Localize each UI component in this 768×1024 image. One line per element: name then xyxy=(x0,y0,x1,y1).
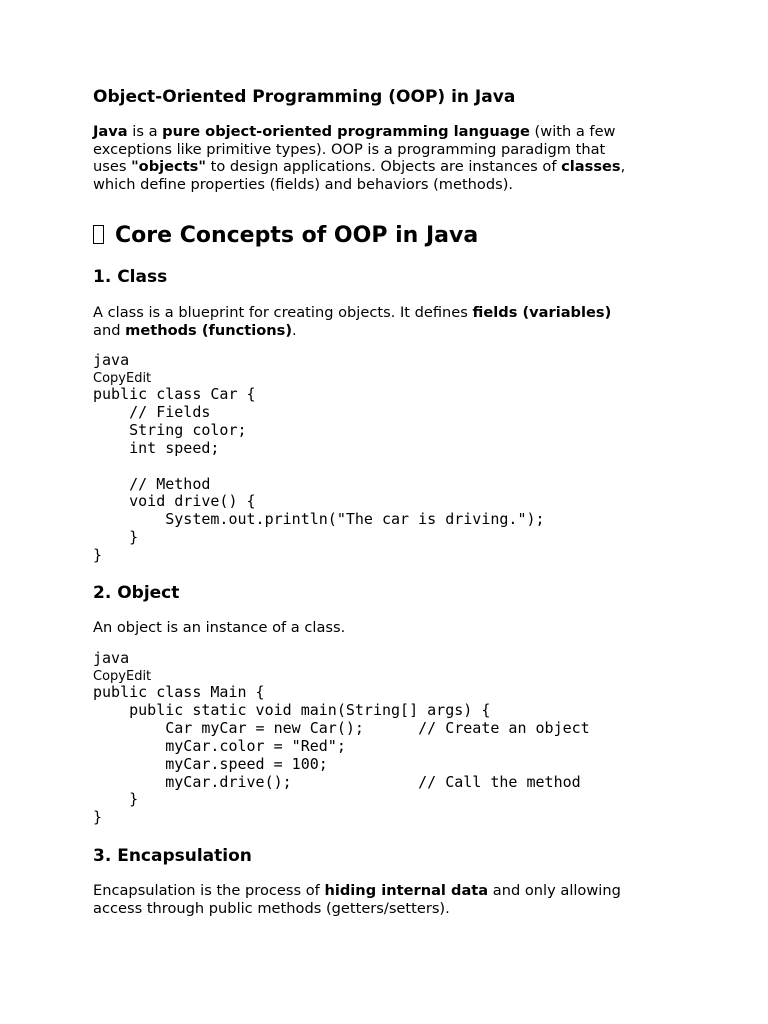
encapsulation-heading: 3. Encapsulation xyxy=(93,846,252,866)
core-concepts-heading-text: Core Concepts of OOP in Java xyxy=(115,223,479,248)
class-text: A class is a blueprint for creating objects. It defines xyxy=(93,304,473,321)
intro-text: to design applications. Objects are instances of xyxy=(205,158,562,175)
copy-edit-button[interactable]: CopyEdit xyxy=(93,669,152,684)
intro-line-3 xyxy=(93,158,625,176)
car-class-code-block: public class Car { // Fields String color; int speed; // Method void drive() { System.out.println("The car is driving."); } } xyxy=(93,385,545,565)
intro-paragraph xyxy=(93,123,625,193)
encapsulation-text: Encapsulation is the process of xyxy=(93,882,325,899)
main-class-code-block: public class Main { public static void main(String[] args) { Car myCar = new Car(); // Create an object myCar.color = "Red"; myCar.speed = 100; myCar.drive(); // Call the method } } xyxy=(93,683,590,827)
objects-term: "objects" xyxy=(131,158,206,175)
methods-term: methods (functions) xyxy=(125,321,293,339)
java-term: Java xyxy=(93,123,128,140)
encapsulation-paragraph xyxy=(93,882,621,917)
intro-text: is a xyxy=(127,123,163,140)
intro-line-4: which define properties (fields) and behaviors (methods). xyxy=(93,175,514,193)
object-line-1: An object is an instance of a class. xyxy=(93,619,346,636)
intro-line-1 xyxy=(93,123,625,141)
classes-term: classes xyxy=(561,158,621,175)
copy-edit-button[interactable]: CopyEdit xyxy=(93,371,152,386)
document-title: Object-Oriented Programming (OOP) in Java xyxy=(93,87,516,107)
class-paragraph xyxy=(93,304,611,339)
code-language-label: java xyxy=(93,351,130,369)
core-concepts-heading xyxy=(93,223,478,249)
object-paragraph xyxy=(93,619,345,637)
hiding-data-term: hiding internal data xyxy=(324,882,489,899)
encapsulation-line-2: access through public methods (getters/setters). xyxy=(93,899,450,917)
intro-text: uses xyxy=(93,158,132,175)
code-language-label: java xyxy=(93,649,130,667)
class-text: and xyxy=(93,321,126,339)
intro-text: , xyxy=(620,158,626,175)
fields-term: fields (variables) xyxy=(472,304,612,321)
object-heading: 2. Object xyxy=(93,583,180,603)
class-heading: 1. Class xyxy=(93,267,168,287)
pure-oop-term: pure object-oriented programming language xyxy=(162,123,530,140)
encapsulation-text: and only allowing xyxy=(488,882,621,899)
class-line-2 xyxy=(93,322,611,340)
class-line-1 xyxy=(93,304,611,322)
missing-glyph-icon xyxy=(93,225,104,244)
class-text: . xyxy=(292,321,297,339)
intro-text: (with a few xyxy=(529,123,616,140)
encapsulation-line-1 xyxy=(93,882,621,900)
intro-line-2: exceptions like primitive types). OOP is a programming paradigm that xyxy=(93,140,606,158)
